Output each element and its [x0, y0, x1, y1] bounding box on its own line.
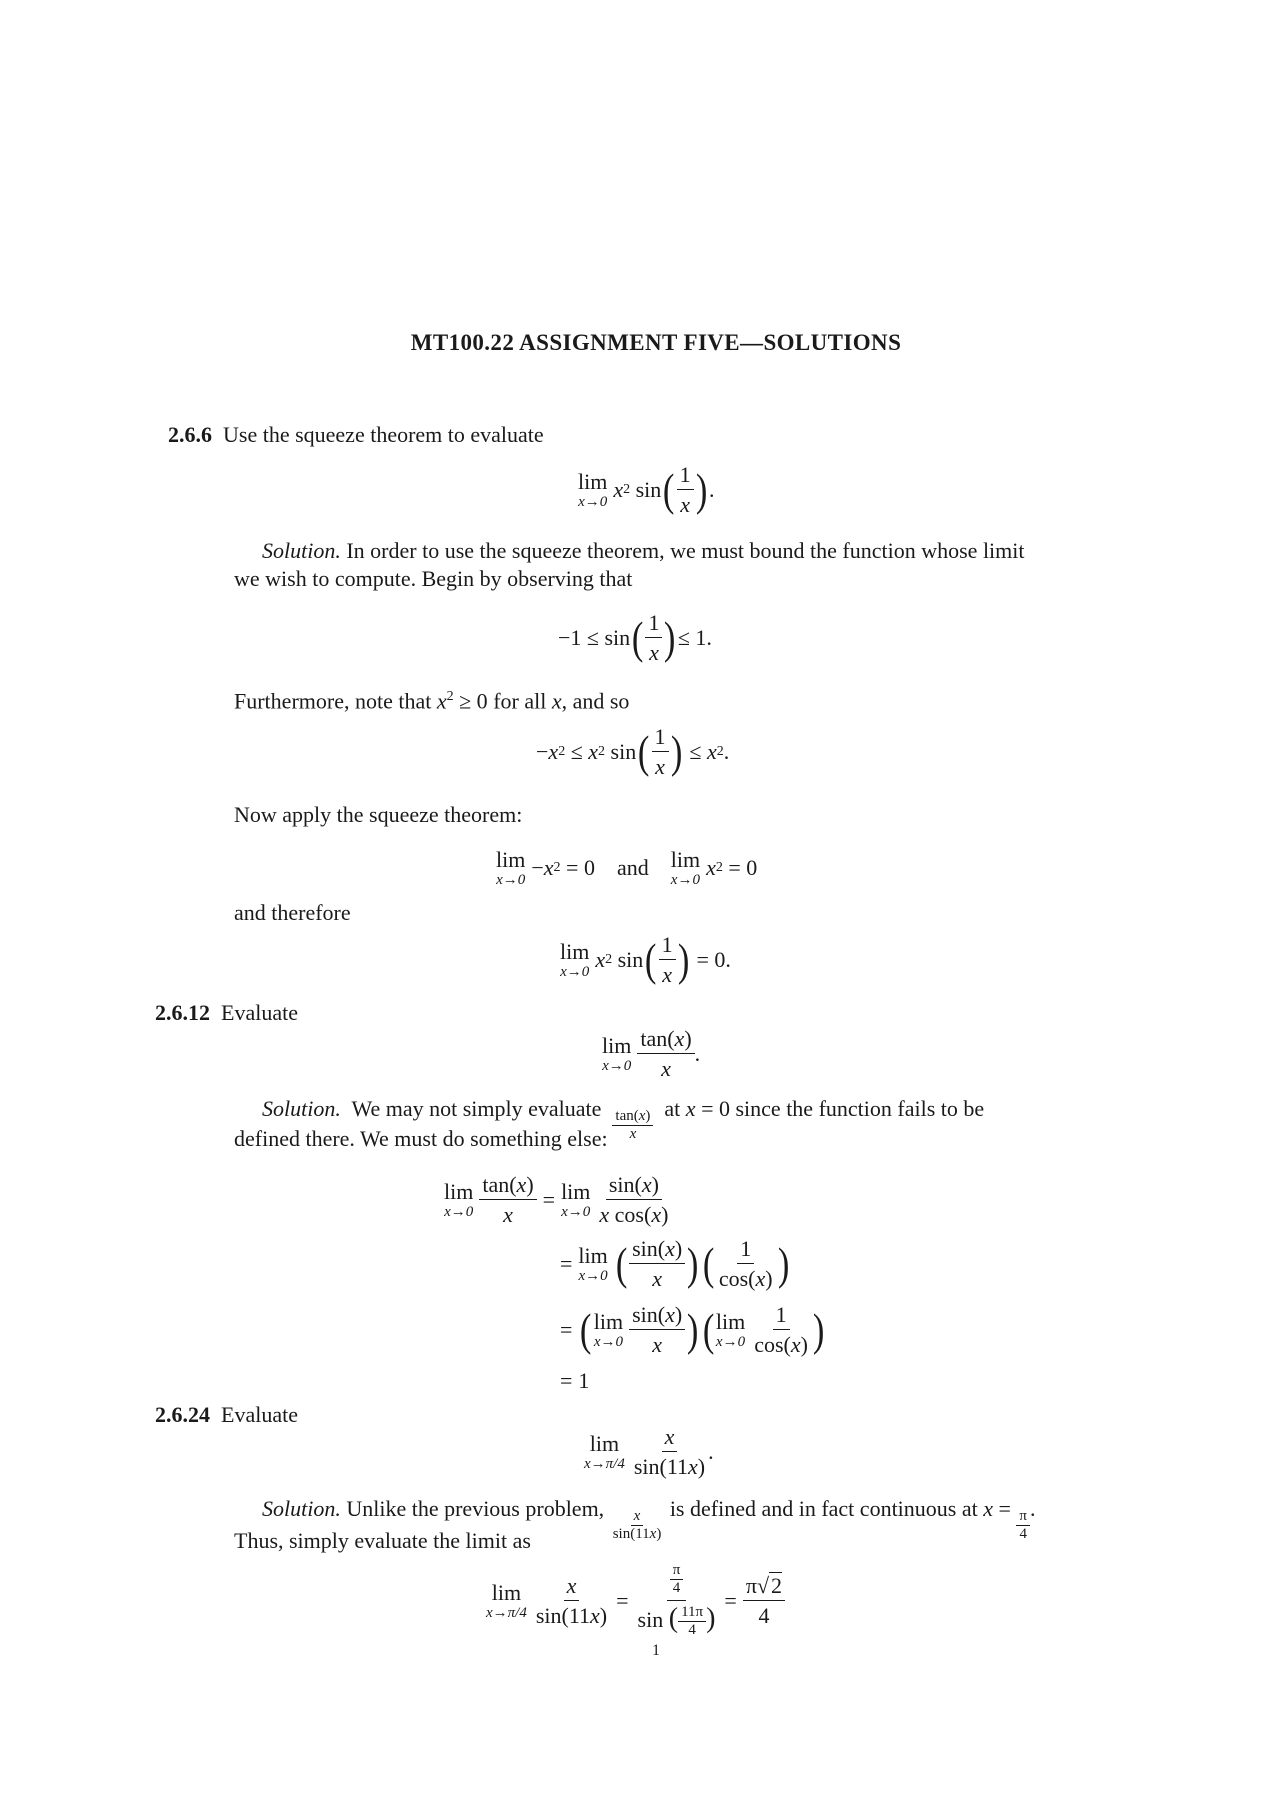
problem-2-6-24-header [155, 1404, 298, 1426]
equation-sin-bounds: −1 ≤ sin ( 1 x ) ≤ 1. [558, 610, 712, 666]
problem-label: 2.6.12 [155, 1000, 210, 1025]
solution-2-6-6-line1 [262, 540, 1025, 562]
solution-2-6-24-line1: Solution. Unlike the previous problem, $\frac{x}{\sin(11x)}$ is defined and in fact continuous at x = $\frac{\pi}{4}$ . [262, 1496, 1036, 1543]
problem-prompt: Evaluate [221, 1402, 298, 1427]
problem-2-6-6-header [168, 424, 544, 446]
problem-label: 2.6.6 [168, 422, 212, 447]
derivation-line-1: lim x→0 $\frac{\tan(x)}{x}$ = lim x→0 sin(x) x cos(x) [444, 1172, 669, 1228]
solution-2-6-24-line2: Thus, simply evaluate the limit as [234, 1528, 531, 1553]
derivation-line-3: = ( lim x→0 sin(x) x ) ( lim x→0 1 cos(x) ) [560, 1302, 825, 1358]
solution-word: Solution. [262, 538, 341, 563]
furthermore-line: Furthermore, note that $x^2 \ge 0$ for all x, and so [234, 688, 630, 714]
equation-squeeze-limits: lim x→0 − x 2 = 0 and lim x→0 x 2 = 0 [496, 847, 758, 889]
problem-2-6-12-header [155, 1002, 298, 1024]
problem-prompt: Use the squeeze theorem to evaluate [223, 422, 544, 447]
solution-2-6-6-line2: we wish to compute. Begin by observing that [234, 566, 633, 591]
and-therefore-line: and therefore [234, 900, 351, 925]
derivation-line-4: = 1 [560, 1368, 590, 1393]
problem-label: 2.6.24 [155, 1402, 210, 1427]
equation-limit-tan: lim x→0 tan(x) x . [602, 1026, 701, 1082]
solution-2-6-12-line2: defined there. We must do something else: [234, 1126, 608, 1151]
page-number: 1 [652, 1642, 660, 1659]
equation-limit-x2-sin: lim x→0 x 2 sin ( 1 x ) . [578, 462, 715, 518]
page-title: MT100.22 ASSIGNMENT FIVE—SOLUTIONS [410, 330, 902, 355]
solution-2-6-12-line1: Solution. We may not simply evaluate $\frac{\tan(x)}{x}$ at x = 0 since the function fails to be [262, 1096, 985, 1143]
solution-text: In order to use the squeeze theorem, we must bound the function whose limit [346, 538, 1025, 563]
equation-result-zero: lim x→0 x 2 sin ( 1 x ) = 0. [560, 932, 731, 988]
equation-squeeze-bounds: − x 2 ≤ x 2 sin ( 1 x ) ≤ x 2 . [536, 724, 730, 780]
equation-final-evaluation: lim x→π/4 $\frac{x}{\sin(11x)}$ = $\frac{\pi}{4}$ sin ( $\frac{11\pi}{4}$ ) = $\frac{\pi√2}{4}$ [486, 1562, 785, 1639]
derivation-line-2: = lim x→0 ( sin(x) x ) ( 1 cos(x) ) [560, 1236, 790, 1292]
now-apply-line: Now apply the squeeze theorem: [234, 802, 523, 827]
problem-prompt: Evaluate [221, 1000, 298, 1025]
equation-limit-sin11x: lim x→π/4 x sin(11x) . [584, 1424, 714, 1480]
